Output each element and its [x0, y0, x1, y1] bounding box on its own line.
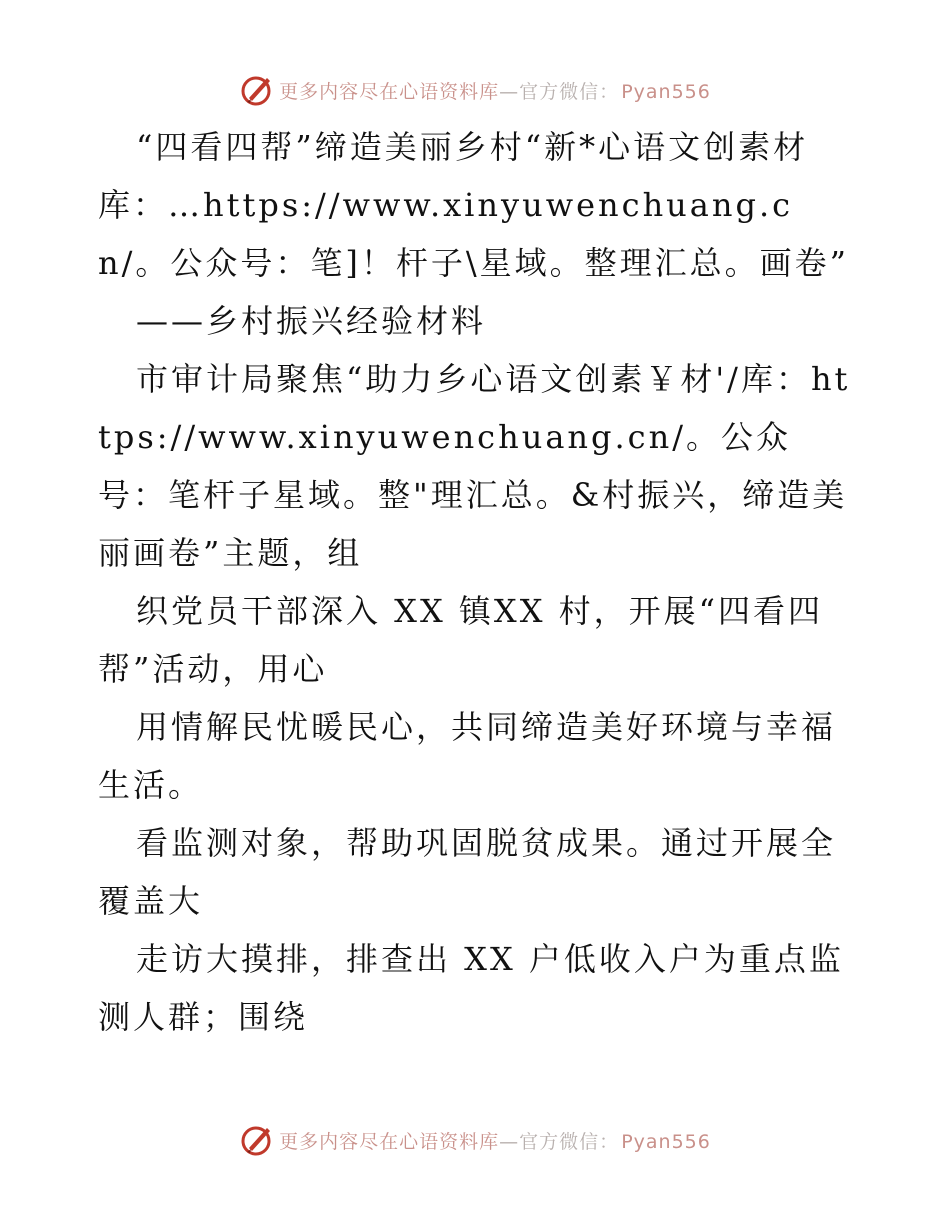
- banner-wechat-account: Pyan556: [621, 80, 711, 103]
- banner-separator: —: [499, 1130, 520, 1153]
- paragraph-subtitle: ——乡村振兴经验材料: [136, 302, 487, 340]
- paragraph: 走访大摸排，排查出 XX 户低收入户为重点监测人群；围绕: [98, 940, 844, 1036]
- document-body: [98, 118, 858, 1046]
- header-watermark-banner: [0, 70, 950, 110]
- paragraph: 织党员干部深入 XX 镇XX 村，开展“四看四帮”活动，用心: [98, 592, 824, 688]
- banner-separator: —: [499, 80, 520, 103]
- quill-logo-icon: [239, 1122, 275, 1158]
- paragraph: 用情解民忧暖民心，共同缔造美好环境与幸福生活。: [98, 708, 837, 804]
- banner-wechat-label: 官方微信：: [519, 1130, 620, 1153]
- banner-wechat-account: Pyan556: [621, 1130, 711, 1153]
- banner-main-text: 更多内容尽在心语资料库: [279, 80, 500, 103]
- banner-main-text: 更多内容尽在心语资料库: [279, 1130, 500, 1153]
- banner-text: [279, 77, 711, 104]
- footer-watermark-banner: [0, 1120, 950, 1160]
- banner-wechat-label: 官方微信：: [519, 80, 620, 103]
- banner-text: [279, 1127, 711, 1154]
- paragraph: 看监测对象，帮助巩固脱贫成果。通过开展全覆盖大: [98, 824, 837, 920]
- quill-logo-icon: [239, 72, 275, 108]
- paragraph: 市审计局聚焦“助力乡心语文创素￥材'/库：https://www.xinyuwenchuang.cn/。公众号：笔杆子星域。整"理汇总。&村振兴，缔造美丽画卷”主题，组: [98, 360, 851, 572]
- paragraph-title: “四看四帮”缔造美丽乡村“新*心语文创素材库：…https://www.xinyuwenchuang.cn/。公众号：笔]！杆子\星域。整理汇总。画卷”: [98, 128, 850, 282]
